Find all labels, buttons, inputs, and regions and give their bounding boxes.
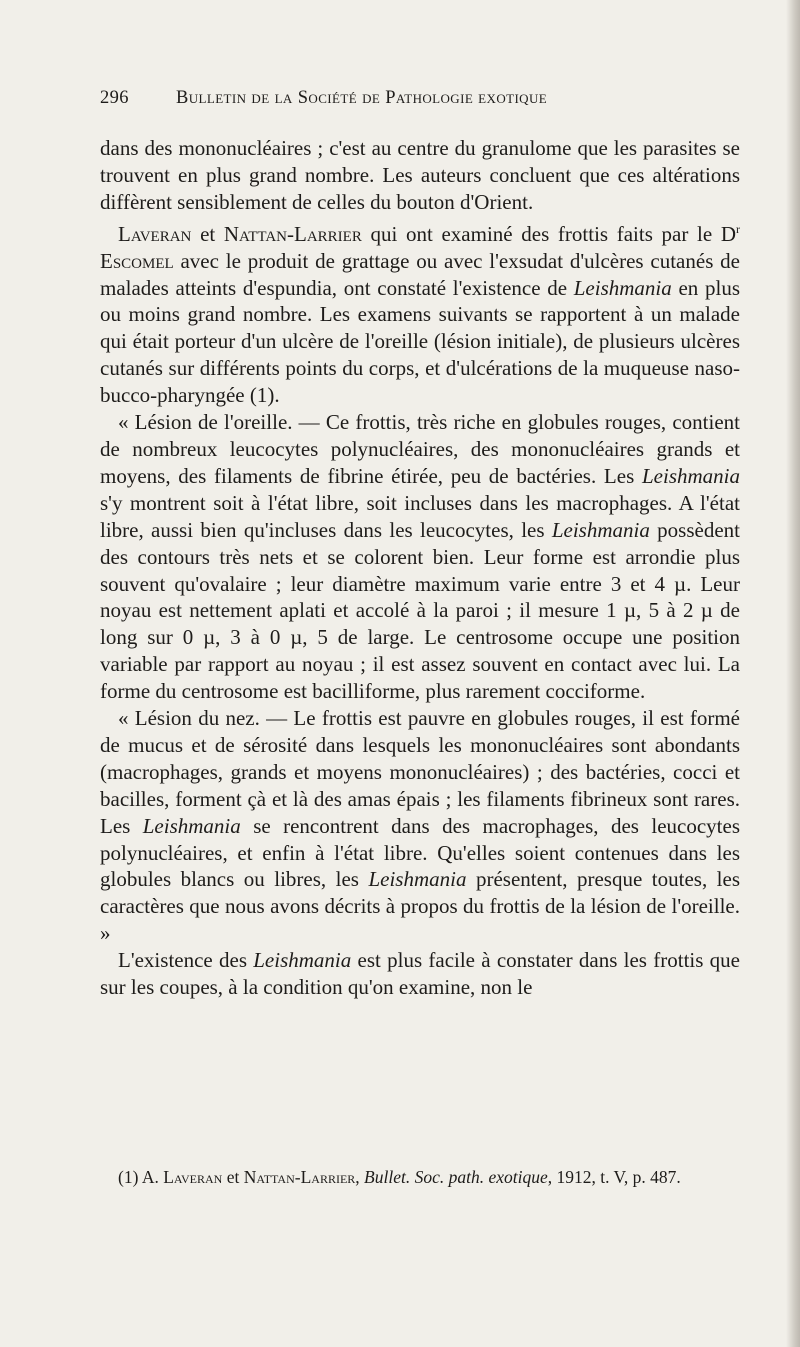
page-edge-shadow	[786, 0, 800, 1347]
genus-name: Leishmania	[641, 463, 740, 488]
paragraph: L'existence des Leishmania est plus facile à constater dans les frottis que sur les coupes, à la condition qu'on examine, non le	[100, 948, 740, 1000]
paragraph: Laveran et Nattan-Larrier qui ont examiné des frottis faits par le $D^r$ Escomel avec le produit de grattage ou avec l'exsudat d'ulcères cutanés de malades atteints d'espundia, ont constaté l'existence de Leishmania en plus ou moins grand nombre. Les examens suivants se rapportent à un malade qui était porteur d'un ulcère de l'oreille (lésion initiale), de plusieurs ulcères cutanés sur différents points du corps, et d'ulcérations de la muqueuse naso-bucco-pharyngée (1).	[100, 221, 741, 408]
paragraph: dans des mononucléaires ; c'est au centre du granulome que les parasites se trouvent en plus grand nombre. Les auteurs concluent que ces altérations diffèrent sensiblement de celles du bouton d'Orient.	[100, 136, 740, 214]
page-number: 296	[100, 88, 129, 108]
genus-name: Leishmania	[551, 517, 650, 542]
author-name: Nattan-Larrier	[243, 1167, 356, 1187]
genus-name: Leishmania	[142, 813, 241, 838]
journal-title: Bulletin de la Société de Pathologie exotique	[176, 88, 548, 108]
journal-citation: Bullet. Soc. path. exotique	[364, 1167, 548, 1187]
paragraph: « Lésion de l'oreille. — Ce frottis, très riche en globules rouges, contient de nombreux leucocytes polynucléaires, des mononucléaires grands et moyens, des filaments de fibrine étirée, peu de bactéries. Les Leishmania s'y montrent soit à l'état libre, soit incluses dans les macrophages. A l'état libre, aussi bien qu'incluses dans les leucocytes, les Leishmania possèdent des contours très nets et se colorent bien. Leur forme est arrondie plus souvent qu'ovalaire ; leur diamètre maximum varie entre 3 et 4 µ. Leur noyau est nettement aplati et accolé à la paroi ; il mesure 1 µ, 5 à 2 µ de long sur 0 µ, 3 à 0 µ, 5 de large. Le centrosome occupe une position variable par rapport au noyau ; il est assez souvent en contact avec lui. La forme du centrosome est bacilliforme, plus rarement cocciforme.	[100, 410, 740, 704]
paragraph: « Lésion du nez. — Le frottis est pauvre en globules rouges, il est formé de mucus et de sérosité dans lesquels les mononucléaires sont abondants (macrophages, grands et moyens mononucléaires) ; des bactéries, cocci et bacilles, forment çà et là des amas épais ; les filaments fibrineux sont rares. Les Leishmania se rencontrent dans des macrophages, des leucocytes polynucléaires, et enfin à l'état libre. Qu'elles soient contenues dans les globules blancs ou libres, les Leishmania présentent, presque toutes, les caractères que nous avons décrits à propos du frottis de la lésion de l'oreille. »	[100, 706, 741, 946]
genus-name: Leishmania	[573, 275, 672, 300]
body-text	[100, 135, 740, 1001]
author-name: Nattan-Larrier	[223, 221, 362, 246]
author-name: Escomel	[100, 248, 174, 273]
footnote: (1) A. Laveran et Nattan-Larrier, Bullet. Soc. path. exotique, 1912, t. V, p. 487.	[118, 1167, 681, 1187]
author-name: Laveran	[163, 1167, 223, 1187]
genus-name: Leishmania	[253, 948, 352, 973]
author-name: Laveran	[118, 221, 192, 246]
running-header	[100, 88, 750, 109]
genus-name: Leishmania	[368, 867, 467, 892]
